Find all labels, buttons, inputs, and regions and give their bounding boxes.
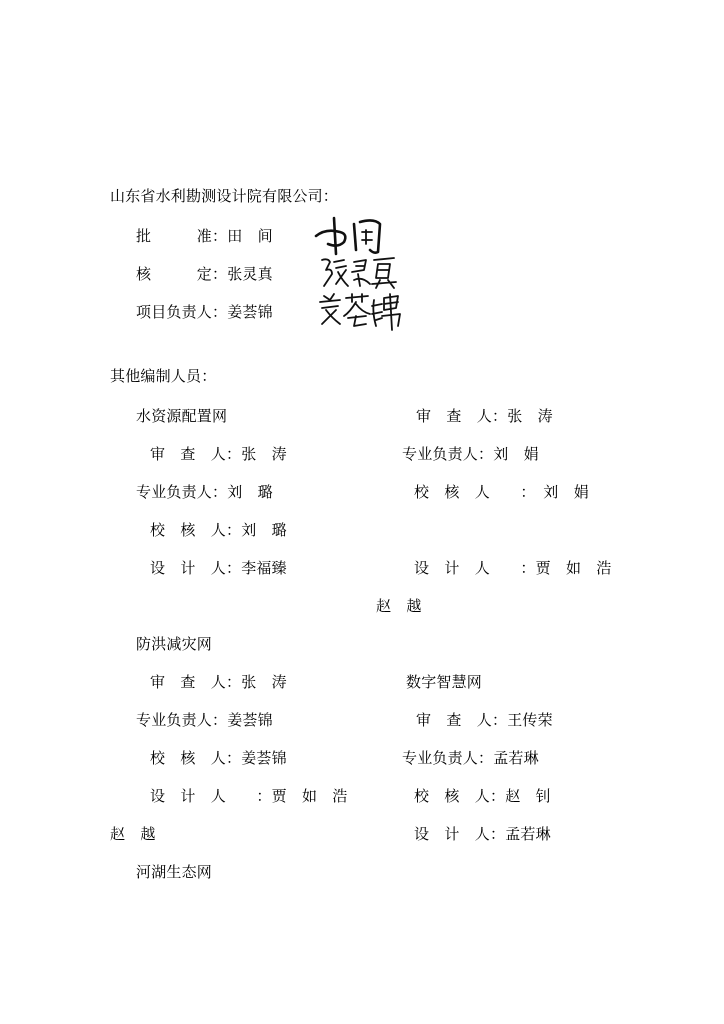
right1-checker: 校 核 人 ： 刘 娟 — [414, 483, 589, 501]
water-designer: 设 计 人：李福臻 — [150, 559, 287, 577]
right1-designer: 设 计 人 ：贾 如 浩 — [414, 559, 612, 577]
digital-checker: 校 核 人：赵 钊 — [414, 787, 551, 805]
approve-line: 批 准：田 间 — [136, 227, 273, 245]
verify-line: 核 定：张灵真 — [136, 265, 273, 283]
project-lead-line: 项目负责人：姜荟锦 — [136, 303, 273, 321]
flood-designer-cont: 赵 越 — [110, 825, 156, 843]
flood-checker: 校 核 人：姜荟锦 — [150, 749, 287, 767]
flood-professional-lead: 专业负责人：姜荟锦 — [136, 711, 273, 729]
flood-reviewer: 审 查 人：张 涛 — [150, 673, 287, 691]
signature-zhang-lingzhen — [318, 256, 398, 290]
company-name: 山东省水利勘测设计院有限公司： — [110, 187, 339, 205]
signature-jiang-huijin — [318, 292, 402, 332]
digital-designer: 设 计 人：孟若琳 — [414, 825, 551, 843]
section-title-digital-smart: 数字智慧网 — [406, 673, 483, 691]
water-checker: 校 核 人：刘 璐 — [150, 521, 287, 539]
water-professional-lead: 专业负责人：刘 璐 — [136, 483, 273, 501]
right1-designer-cont: 赵 越 — [376, 597, 422, 615]
section-title-flood-control: 防洪减灾网 — [136, 635, 213, 653]
signature-tian-jian — [314, 214, 388, 256]
flood-designer: 设 计 人 ：贾 如 浩 — [150, 787, 348, 805]
section-title-water-resources: 水资源配置网 — [136, 407, 228, 425]
digital-professional-lead: 专业负责人：孟若琳 — [402, 749, 539, 767]
section-title-river-lake: 河湖生态网 — [136, 863, 213, 881]
water-reviewer: 审 查 人：张 涛 — [150, 445, 287, 463]
digital-reviewer: 审 查 人：王传荣 — [416, 711, 553, 729]
others-heading: 其他编制人员： — [110, 367, 217, 385]
right1-reviewer: 审 查 人：张 涛 — [416, 407, 553, 425]
right1-professional-lead: 专业负责人：刘 娟 — [402, 445, 539, 463]
